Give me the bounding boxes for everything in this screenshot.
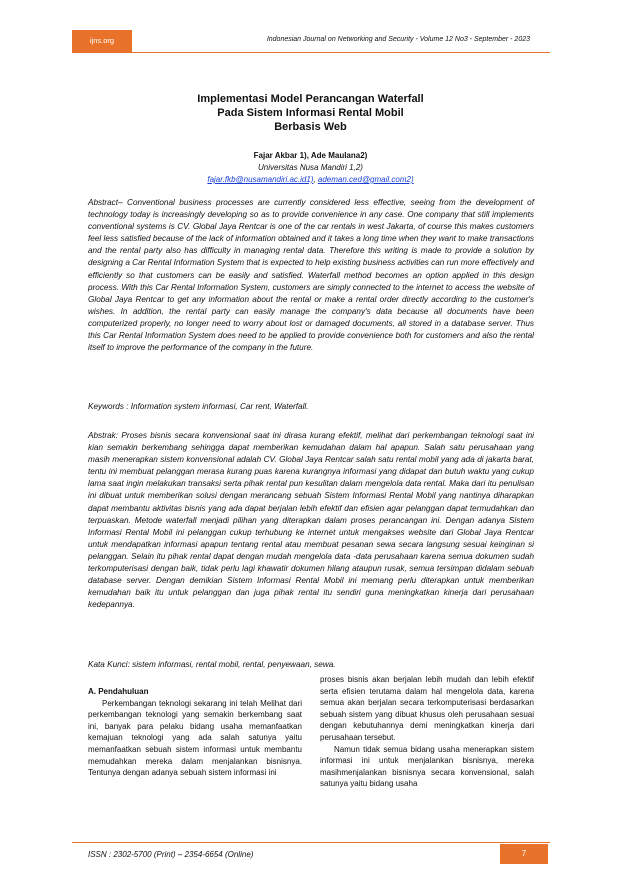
email-link-1[interactable]: fajar.fkb@nusamandiri.ac.id1) xyxy=(207,175,314,184)
keywords-indonesian: Kata Kunci: sistem informasi, rental mobil, rental, penyewaan, sewa. xyxy=(88,660,336,669)
email-link-2[interactable]: ademan.ced@gmail.com2) xyxy=(317,175,414,184)
footer-issn: ISSN : 2302-5700 (Print) – 2354-6654 (Online) xyxy=(88,850,254,859)
body-column-right xyxy=(320,674,534,790)
section-heading: A. Pendahuluan xyxy=(88,687,149,696)
author-affiliation: Universitas Nusa Mandiri 1,2) xyxy=(258,163,363,172)
site-badge: ijns.org xyxy=(72,30,132,52)
footer-rule xyxy=(72,842,550,843)
abstract-english: Abstract– Conventional business processes are currently considered less effective, seeing from the development of technology today is increasingly developing so as to provide convenience in any case. One company that still implements conventional systems is CV. Global Jaya Rentcar is one of the car rentals in west Jakarta, of course this makes customers feel less satisfied because of the lack of information obtained and it takes a long time when they want to make transactions and the rental party also has difficulty in managing rental data. Therefore this writing is made to provide a solution by designing a Car Rental Information System that is expected to help existing business activities can run more effectively and efficiently so that customers can be easily and satisfied. Waterfall method becomes an option applied in this design process. With this Car Rental Information System, customers are simply connected to the internet to access the website of Global Jaya Rentcar to get any information about the rental or make a rental order directly according to the customer's wishes. In addition, the rental party can easily manage the company's data because all documents have been computerized properly, no longer need to worry about lost or damaged documents, all stored in a database server. Thus this Car Rental Information System does need to be applied to provide convenience both for customers and also the rental itself to improve the performance of the company in the future. xyxy=(88,198,534,353)
title-line-1: Implementasi Model Perancangan Waterfall xyxy=(197,93,424,105)
author-emails xyxy=(100,175,521,184)
body-column-left xyxy=(88,686,302,779)
header-rule xyxy=(72,52,550,53)
body-paragraph: proses bisnis akan berjalan lebih mudah dan lebih efektif serta efisien terutama dalam hal mengelola data, karena semua akan berjalan secara terkomputerisasi berdasarkan sebuah sistem yang dibuat khusus oleh perusahaan sesuai dengan kebutuhannya demi meningkatkan kinerja dari perusahaan tersebut. xyxy=(320,675,534,742)
title-line-3: Berbasis Web xyxy=(274,121,347,133)
email-separator: , xyxy=(313,175,318,184)
page-number: 7 xyxy=(500,844,548,864)
journal-header: Indonesian Journal on Networking and Security - Volume 12 No3 - September - 2023 xyxy=(266,36,530,43)
body-paragraph: Namun tidak semua bidang usaha menerapkan sistem informasi ini untuk menjalankan bisnisnya, mereka masihmenjalankan bisnisnya secara konvensional, salah satunya yaitu bidang usaha xyxy=(320,744,534,789)
paper-title xyxy=(100,92,521,134)
title-line-2: Pada Sistem Informasi Rental Mobil xyxy=(217,107,404,119)
abstract-indonesian: Abstrak: Proses bisnis secara konvensional saat ini dirasa kurang efektif, melihat dari perkembangan teknologi saat ini kian semakin berkembang sehingga dapat memberikan kemudahan dalam hal apapun. Salah satu perusahaan yang masih menerapkan sistem konvensional adalah CV. Global Jaya Rentcar salah satu rental mobil yang ada di jakarta barat, tentu ini membuat pelanggan merasa kurang puas karena kurangnya informasi yang didapat dan butuh waktu yang cukup lama saat ingin melakukan transaksi serta pihak rental pun kesulitan dalam mengelola data rental. Maka dari itu penulisan ini dibuat untuk memberikan solusi dengan merancang sebuah Sistem Informasi Rental Mobil yang nantinya diharapkan dapat membantu aktivitas bisnis yang ada dapat berjalan lebih efektif dan efisien agar pelanggan dapat termudahkan dan terpuaskan. Metode waterfall menjadi pilihan yang diterapkan dalam proses perancangan ini. Dengan adanya Sistem Informasi Rental Mobil ini pelanggan cukup terhubung ke internet untuk mengakses website dari Global Jaya Rentcar untuk mendapatkan informasi apapun tentang rental atau membuat pesanan sewa secara langsung sesuai keinginan si pelanggan. Selain itu pihak rental dapat dengan mudah mengelola data -data perusahaan karena semua dokumen sudah terkomputerisasi dengan baik, tidak perlu lagi khawatir dokumen hilang ataupun rusak, semua tersimpan didalam sebuah database server. Dengan demikian Sistem Informasi Rental Mobil ini memang perlu diterapkan untuk memberikan kemudahan baik itu untuk pelanggan dan juga pihak rental itu sendiri guna meningkatkan kinerja dari perusahaan kedepannya. xyxy=(88,431,534,610)
author-names: Fajar Akbar 1), Ade Maulana2) xyxy=(253,151,368,160)
keywords-english: Keywords : Information system informasi, Car rent, Waterfall. xyxy=(88,402,309,411)
body-paragraph: Perkembangan teknologi sekarang ini telah Melihat dari perkembangan teknologi yang semakin berkembang saat ini, banyak para pelaku bidang usaha memanfaatkan kemajuan teknologi yang ada salah satunya yaitu memanfaatkan sebuah sistem informasi untuk membantu memudahkan mereka dalam menjalankan bisnisnya. Tentunya dengan adanya sebuah sistem informasi ini xyxy=(88,698,302,778)
